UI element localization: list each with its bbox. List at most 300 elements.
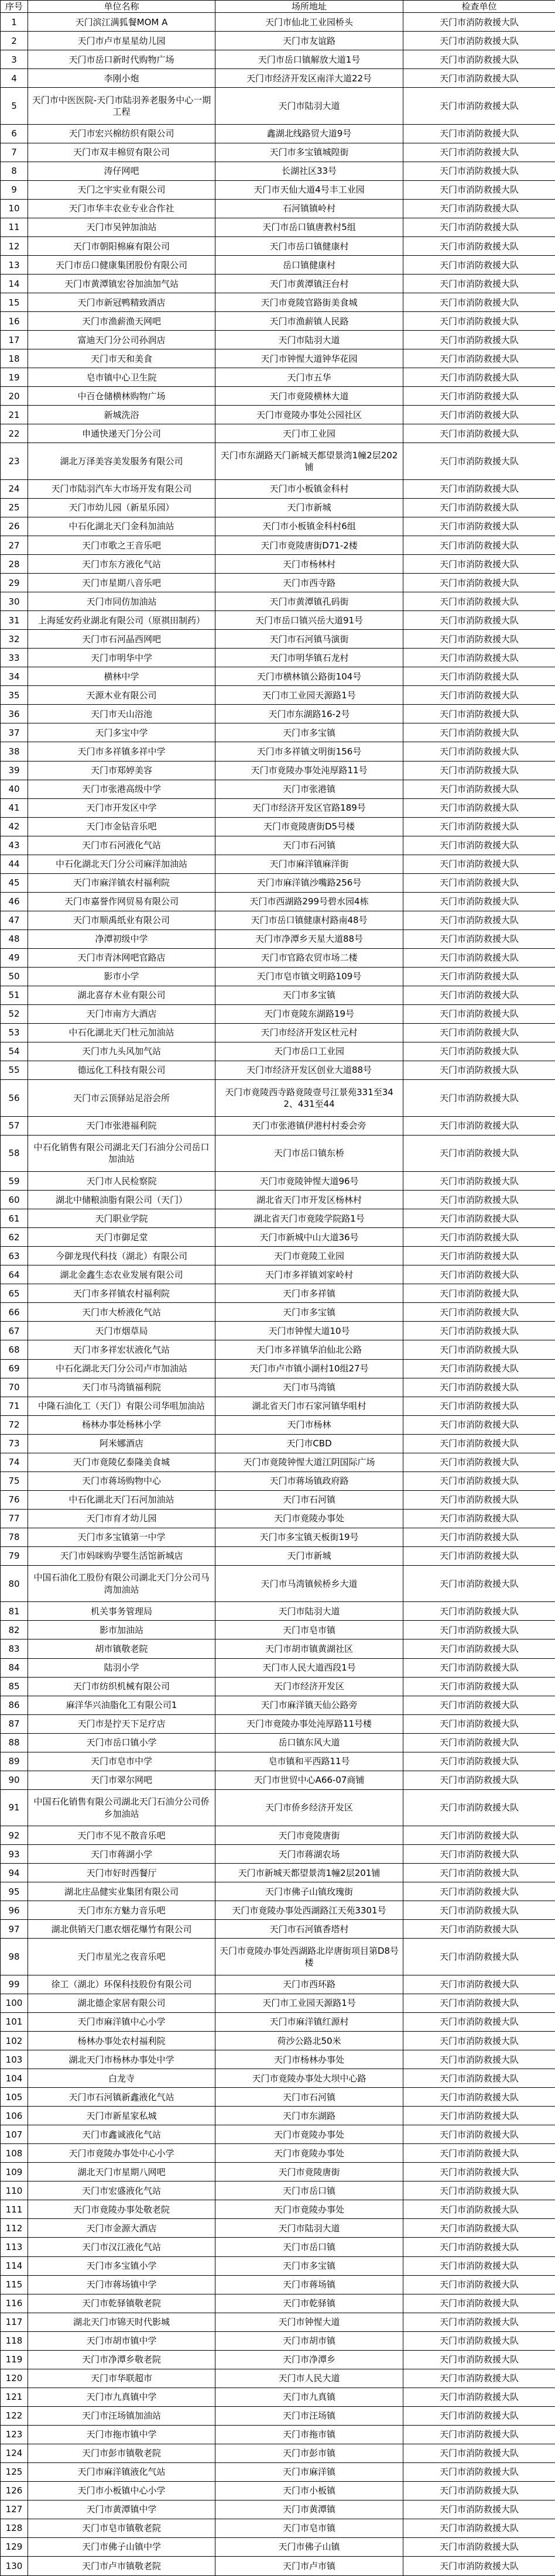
cell-index: 103	[1, 2050, 28, 2069]
table-row	[1, 686, 555, 705]
cell-index: 31	[1, 611, 28, 630]
cell-index: 80	[1, 1565, 28, 1602]
cell-inspector: 天门市消防救援大队	[403, 387, 555, 406]
cell-address: 天门市友谊路	[215, 32, 403, 50]
cell-unit-name: 天门市岳口新时代购物广场	[28, 50, 215, 69]
table-row	[1, 1415, 555, 1434]
table-row	[1, 1490, 555, 1509]
cell-inspector: 天门市消防救援大队	[403, 349, 555, 368]
cell-inspector: 天门市消防救援大队	[403, 2388, 555, 2406]
cell-unit-name: 天门市不见不散音乐吧	[28, 1826, 215, 1845]
cell-unit-name: 天门市蒋湖小学	[28, 1845, 215, 1864]
cell-address: 天门市竟陵办事处沌厚路11号	[215, 761, 403, 780]
cell-unit-name: 影市小学	[28, 967, 215, 986]
cell-address: 天门市明华镇石龙村	[215, 649, 403, 667]
table-row	[1, 1228, 555, 1247]
cell-address: 天门市人民大道	[215, 2369, 403, 2388]
cell-index: 54	[1, 1042, 28, 1061]
cell-unit-name: 天门滨江满狐餐MOM A	[28, 13, 215, 32]
cell-index: 66	[1, 1303, 28, 1322]
table-row	[1, 2163, 555, 2181]
table-row	[1, 705, 555, 723]
cell-address: 天门市竟陵唐街	[215, 1826, 403, 1845]
cell-unit-name: 中国石化销售有限公司湖北天门石油分公司侨乡加油站	[28, 1789, 215, 1826]
cell-address: 天门市竟陵办事处西湖路江天苑3301号	[215, 1901, 403, 1920]
cell-inspector: 天门市消防救援大队	[403, 2219, 555, 2238]
table-row	[1, 592, 555, 611]
cell-index: 106	[1, 2107, 28, 2125]
cell-index: 75	[1, 1471, 28, 1490]
cell-unit-name: 天门市金源大酒店	[28, 2219, 215, 2238]
cell-unit-name: 天门市胡市镇中学	[28, 2331, 215, 2350]
table-row	[1, 1471, 555, 1490]
table-row	[1, 480, 555, 499]
cell-address: 天门市佛子山镇	[215, 2537, 403, 2556]
cell-address: 天门市石河镇香塔村	[215, 1920, 403, 1939]
cell-inspector: 天门市消防救援大队	[403, 517, 555, 536]
table-row	[1, 1284, 555, 1303]
cell-address: 天门市石河镇	[215, 1490, 403, 1509]
cell-address: 天门市竟陵工业园	[215, 1247, 403, 1265]
cell-address: 天门市多宝镇	[215, 723, 403, 742]
cell-unit-name: 天门市嘉誉作网贸易有限公司	[28, 892, 215, 911]
cell-unit-name: 湖北万泽美容美发服务有限公司	[28, 443, 215, 480]
cell-unit-name: 李刚小炮	[28, 69, 215, 88]
cell-unit-name: 陆羽小学	[28, 1658, 215, 1677]
cell-unit-name: 阿米娜酒店	[28, 1434, 215, 1453]
cell-unit-name: 湖北天门市锦天时代影城	[28, 2313, 215, 2331]
cell-inspector: 天门市消防救援大队	[403, 1172, 555, 1191]
cell-inspector: 天门市消防救援大队	[403, 1061, 555, 1080]
cell-unit-name: 天门市育才幼儿园	[28, 1509, 215, 1528]
table-row	[1, 2369, 555, 2388]
cell-index: 44	[1, 855, 28, 873]
cell-index: 65	[1, 1284, 28, 1303]
cell-unit-name: 天门之宇实业有限公司	[28, 181, 215, 200]
cell-address: 天门市岳口镇健康村	[215, 237, 403, 256]
cell-index: 62	[1, 1228, 28, 1247]
table-row	[1, 312, 555, 331]
cell-inspector: 天门市消防救援大队	[403, 1303, 555, 1322]
cell-index: 77	[1, 1509, 28, 1528]
cell-index: 85	[1, 1677, 28, 1696]
cell-inspector: 天门市消防救援大队	[403, 1397, 555, 1415]
cell-unit-name: 湖北德企家居有限公司	[28, 1994, 215, 2013]
cell-inspector: 天门市消防救援大队	[403, 2275, 555, 2294]
cell-unit-name: 天门市蒋场镇中学	[28, 2275, 215, 2294]
table-row	[1, 1677, 555, 1696]
table-row	[1, 742, 555, 761]
cell-unit-name: 天门市石河液化气站	[28, 836, 215, 855]
cell-inspector: 天门市消防救援大队	[403, 630, 555, 649]
cell-unit-name: 中石化湖北天门杜元加油站	[28, 1023, 215, 1042]
cell-inspector: 天门市消防救援大队	[403, 162, 555, 181]
cell-index: 30	[1, 592, 28, 611]
cell-index: 23	[1, 443, 28, 480]
cell-inspector: 天门市消防救援大队	[403, 124, 555, 143]
cell-unit-name: 天门市大桥液化气站	[28, 1303, 215, 1322]
cell-inspector: 天门市消防救援大队	[403, 1546, 555, 1565]
cell-index: 71	[1, 1397, 28, 1415]
table-row	[1, 2144, 555, 2163]
cell-unit-name: 天门市岳口镇小学	[28, 1733, 215, 1752]
table-row	[1, 1265, 555, 1284]
cell-address: 天门市多祥镇文明街156号	[215, 742, 403, 761]
table-row	[1, 1116, 555, 1135]
table-row	[1, 2425, 555, 2444]
cell-inspector: 天门市消防救援大队	[403, 1752, 555, 1771]
cell-address: 荷沙公路北50米	[215, 2032, 403, 2050]
cell-unit-name: 天门市吴钟加油站	[28, 218, 215, 237]
cell-inspector: 天门市消防救援大队	[403, 1415, 555, 1434]
cell-address: 天门市岳口镇唐教村5组	[215, 218, 403, 237]
cell-unit-name: 天门市开发区中学	[28, 798, 215, 817]
cell-index: 130	[1, 2557, 28, 2576]
cell-unit-name: 中隆石油化工（天门）有限公司华咀加油站	[28, 1397, 215, 1415]
cell-unit-name: 中石化销售有限公司湖北天门石油分公司岳口加油站	[28, 1135, 215, 1172]
cell-index: 78	[1, 1528, 28, 1546]
cell-unit-name: 天门市蒋场购物中心	[28, 1471, 215, 1490]
cell-index: 117	[1, 2313, 28, 2331]
cell-unit-name: 中石化湖北天门金科加油站	[28, 517, 215, 536]
table-row	[1, 2219, 555, 2238]
table-row	[1, 855, 555, 873]
cell-index: 28	[1, 555, 28, 574]
cell-address: 天门市陆羽大道	[215, 1602, 403, 1621]
table-row	[1, 2500, 555, 2519]
cell-address: 天门市黄潭镇	[215, 2500, 403, 2519]
cell-inspector: 天门市消防救援大队	[403, 1826, 555, 1845]
cell-inspector: 天门市消防救援大队	[403, 611, 555, 630]
cell-unit-name: 中石化湖北天门分公司卢市加油站	[28, 1359, 215, 1378]
table-row	[1, 1359, 555, 1378]
cell-inspector: 天门市消防救援大队	[403, 836, 555, 855]
cell-address: 天门市多宝镇	[215, 1303, 403, 1322]
cell-index: 20	[1, 387, 28, 406]
table-row	[1, 1602, 555, 1621]
cell-index: 49	[1, 948, 28, 967]
cell-inspector: 天门市消防救援大队	[403, 499, 555, 517]
cell-inspector: 天门市消防救援大队	[403, 2088, 555, 2107]
cell-unit-name: 天门市汪场镇加油站	[28, 2406, 215, 2425]
cell-index: 114	[1, 2256, 28, 2275]
table-row	[1, 1565, 555, 1602]
cell-address: 天门市杨林办事处	[215, 2050, 403, 2069]
table-row	[1, 536, 555, 555]
cell-inspector: 天门市消防救援大队	[403, 929, 555, 948]
cell-address: 天门市陆羽大道	[215, 2219, 403, 2238]
cell-address: 天门市经济开发区南洋大道22号	[215, 69, 403, 88]
table-row	[1, 1378, 555, 1397]
cell-inspector: 天门市消防救援大队	[403, 2013, 555, 2032]
cell-unit-name: 天门市宏盛液化气站	[28, 2181, 215, 2200]
cell-index: 3	[1, 50, 28, 69]
cell-index: 121	[1, 2388, 28, 2406]
cell-index: 25	[1, 499, 28, 517]
table-row	[1, 32, 555, 50]
cell-address: 天门市卢市镇小湖村10组27号	[215, 1359, 403, 1378]
cell-index: 42	[1, 817, 28, 836]
cell-address: 天门市官路农贸市场二楼	[215, 948, 403, 967]
cell-unit-name: 天门市麻洋镇农村福利院	[28, 873, 215, 892]
table-row	[1, 2032, 555, 2050]
cell-unit-name: 湖北天门市杨林办事处中学	[28, 2050, 215, 2069]
cell-inspector: 天门市消防救援大队	[403, 69, 555, 88]
table-row	[1, 181, 555, 200]
cell-index: 67	[1, 1322, 28, 1340]
cell-unit-name: 天门市竟陵办事处中心小学	[28, 2144, 215, 2163]
cell-inspector: 天门市消防救援大队	[403, 1714, 555, 1733]
table-row	[1, 200, 555, 218]
cell-unit-name: 天门市顺禹纸业有限公司	[28, 911, 215, 929]
table-row	[1, 723, 555, 742]
cell-inspector: 天门市消防救援大队	[403, 275, 555, 293]
cell-unit-name: 天门市御足堂	[28, 1228, 215, 1247]
cell-unit-name: 天门市东方魅力音乐吧	[28, 1901, 215, 1920]
cell-address: 天门市张港镇伊港村村委会旁	[215, 1116, 403, 1135]
cell-index: 69	[1, 1359, 28, 1378]
cell-index: 18	[1, 349, 28, 368]
cell-inspector: 天门市消防救援大队	[403, 2557, 555, 2576]
cell-address: 天门市多宝镇城隍街	[215, 143, 403, 162]
cell-inspector: 天门市消防救援大队	[403, 2181, 555, 2200]
table-row	[1, 1528, 555, 1546]
cell-unit-name: 湖北供销天门惠农烟花爆竹有限公司	[28, 1920, 215, 1939]
cell-inspector: 天门市消防救援大队	[403, 873, 555, 892]
cell-unit-name: 天门市九真镇中学	[28, 2388, 215, 2406]
table-row	[1, 1004, 555, 1023]
cell-address: 天门市小板镇金科村6组	[215, 517, 403, 536]
cell-inspector: 天门市消防救援大队	[403, 1621, 555, 1639]
cell-index: 94	[1, 1864, 28, 1882]
cell-address: 天门市竟陵钟惺大道96号	[215, 1172, 403, 1191]
cell-index: 14	[1, 275, 28, 293]
cell-index: 93	[1, 1845, 28, 1864]
cell-address: 天门市钟惺大道钟华花园	[215, 349, 403, 368]
cell-address: 天门市人民大道西段1号	[215, 1658, 403, 1677]
cell-index: 89	[1, 1752, 28, 1771]
cell-index: 7	[1, 143, 28, 162]
table-row	[1, 1303, 555, 1322]
table-row	[1, 1845, 555, 1864]
cell-inspector: 天门市消防救援大队	[403, 2444, 555, 2462]
cell-address: 天门市竟陵办事处	[215, 2125, 403, 2144]
cell-index: 68	[1, 1340, 28, 1359]
cell-index: 88	[1, 1733, 28, 1752]
cell-unit-name: 天门市歌之王音乐吧	[28, 536, 215, 555]
cell-unit-name: 天门市新星家私城	[28, 2107, 215, 2125]
table-row	[1, 2069, 555, 2088]
cell-inspector: 天门市消防救援大队	[403, 2481, 555, 2500]
cell-index: 109	[1, 2163, 28, 2181]
cell-inspector: 天门市消防救援大队	[403, 1490, 555, 1509]
cell-inspector: 天门市消防救援大队	[403, 256, 555, 275]
cell-address: 湖北省天门市开发区杨林村	[215, 1191, 403, 1209]
table-row	[1, 275, 555, 293]
cell-index: 127	[1, 2500, 28, 2519]
cell-index: 11	[1, 218, 28, 237]
cell-unit-name: 湖北喜存木业有限公司	[28, 986, 215, 1004]
cell-address: 天门市天仙大道4号丰工业园	[215, 181, 403, 200]
cell-inspector: 天门市消防救援大队	[403, 1340, 555, 1359]
cell-unit-name: 天门市中医医院-天门市陆羽养老服务中心一期工程	[28, 88, 215, 125]
cell-inspector: 天门市消防救援大队	[403, 480, 555, 499]
cell-inspector: 天门市消防救援大队	[403, 2294, 555, 2313]
table-row	[1, 1322, 555, 1340]
table-row	[1, 13, 555, 32]
cell-index: 91	[1, 1789, 28, 1826]
cell-index: 83	[1, 1639, 28, 1658]
cell-unit-name: 机关事务管理局	[28, 1602, 215, 1621]
cell-unit-name: 天门市渔薪渔天网吧	[28, 312, 215, 331]
cell-inspector: 天门市消防救援大队	[403, 1135, 555, 1172]
table-row	[1, 1789, 555, 1826]
cell-unit-name: 杨林办事处杨林小学	[28, 1415, 215, 1434]
cell-inspector: 天门市消防救援大队	[403, 1901, 555, 1920]
table-row	[1, 1434, 555, 1453]
cell-index: 5	[1, 88, 28, 125]
cell-index: 56	[1, 1080, 28, 1117]
cell-inspector: 天门市消防救援大队	[403, 723, 555, 742]
cell-address: 天门市马湾镇	[215, 1378, 403, 1397]
cell-index: 74	[1, 1453, 28, 1471]
table-row	[1, 1621, 555, 1639]
cell-index: 26	[1, 517, 28, 536]
table-row	[1, 293, 555, 312]
cell-inspector: 天门市消防救援大队	[403, 1191, 555, 1209]
cell-index: 33	[1, 649, 28, 667]
cell-inspector: 天门市消防救援大队	[403, 911, 555, 929]
cell-address: 长湖社区33号	[215, 162, 403, 181]
cell-inspector: 天门市消防救援大队	[403, 368, 555, 387]
cell-address: 天门市杨林村	[215, 555, 403, 574]
cell-address: 天门市张港镇	[215, 780, 403, 798]
cell-inspector: 天门市消防救援大队	[403, 1771, 555, 1789]
table-row	[1, 611, 555, 630]
cell-index: 61	[1, 1209, 28, 1228]
cell-unit-name: 天门市华联超市	[28, 2369, 215, 2388]
cell-unit-name: 天门市竟陵亿泰隆美食城	[28, 1453, 215, 1471]
table-row	[1, 667, 555, 686]
cell-address: 天门市黄潭镇汪台村	[215, 275, 403, 293]
cell-inspector: 天门市消防救援大队	[403, 1247, 555, 1265]
cell-inspector: 天门市消防救援大队	[403, 2537, 555, 2556]
cell-inspector: 天门市消防救援大队	[403, 1284, 555, 1303]
cell-inspector: 天门市消防救援大队	[403, 50, 555, 69]
cell-inspector: 天门市消防救援大队	[403, 2144, 555, 2163]
cell-index: 100	[1, 1994, 28, 2013]
cell-inspector: 天门市消防救援大队	[403, 1453, 555, 1471]
cell-address: 天门市麻洋镇沙嘴路256号	[215, 873, 403, 892]
cell-index: 53	[1, 1023, 28, 1042]
cell-index: 13	[1, 256, 28, 275]
cell-address: 天门市工业园天源路1号	[215, 1994, 403, 2013]
cell-address: 天门市小板镇	[215, 2481, 403, 2500]
cell-index: 111	[1, 2200, 28, 2219]
cell-address: 湖北省天门市石家河镇华咀村	[215, 1397, 403, 1415]
table-row	[1, 499, 555, 517]
table-row	[1, 1696, 555, 1714]
cell-index: 22	[1, 424, 28, 443]
cell-inspector: 天门市消防救援大队	[403, 143, 555, 162]
cell-unit-name: 白龙寺	[28, 2069, 215, 2088]
cell-unit-name: 湖北庄品健实业集团有限公司	[28, 1882, 215, 1901]
table-row	[1, 424, 555, 443]
cell-address: 天门市西湖路299号碧水园4栋	[215, 892, 403, 911]
table-row	[1, 1135, 555, 1172]
table-row	[1, 2107, 555, 2125]
table-row	[1, 948, 555, 967]
cell-address: 天门市经济开发区创业大道88号	[215, 1061, 403, 1080]
cell-address: 天门市马湾镇候桥乡大道	[215, 1565, 403, 1602]
cell-index: 34	[1, 667, 28, 686]
cell-index: 4	[1, 69, 28, 88]
cell-address: 天门市西环路	[215, 1975, 403, 1994]
cell-unit-name: 天门市烟草局	[28, 1322, 215, 1340]
cell-index: 86	[1, 1696, 28, 1714]
table-row	[1, 2406, 555, 2425]
cell-unit-name: 上海延安药业湖北有限公司（原祺田制药）	[28, 611, 215, 630]
cell-unit-name: 皂市镇中心卫生院	[28, 368, 215, 387]
cell-address: 天门市竟陵官路街美食城	[215, 293, 403, 312]
cell-address: 天门市经济开发区	[215, 1677, 403, 1696]
cell-index: 38	[1, 742, 28, 761]
cell-address: 湖北省天门市竟陵学院路1号	[215, 1209, 403, 1228]
cell-index: 84	[1, 1658, 28, 1677]
table-row	[1, 2200, 555, 2219]
cell-unit-name: 天门市天山浴池	[28, 705, 215, 723]
table-row	[1, 2238, 555, 2256]
table-row	[1, 2088, 555, 2107]
cell-unit-name: 涛仔网吧	[28, 162, 215, 181]
cell-index: 124	[1, 2444, 28, 2462]
cell-inspector: 天门市消防救援大队	[403, 293, 555, 312]
cell-address: 天门市净潭乡天星大道88号	[215, 929, 403, 948]
cell-unit-name: 天门市九头风加气站	[28, 1042, 215, 1061]
cell-inspector: 天门市消防救援大队	[403, 1378, 555, 1397]
cell-address: 天门市皂市镇文明路109号	[215, 967, 403, 986]
cell-index: 107	[1, 2125, 28, 2144]
table-row	[1, 929, 555, 948]
table-row	[1, 1172, 555, 1191]
cell-address: 天门市西寺路	[215, 574, 403, 592]
header-inspector: 检查单位	[403, 1, 555, 13]
table-row	[1, 1397, 555, 1415]
cell-unit-name: 天门市多祥宏状液化气站	[28, 1340, 215, 1359]
cell-address: 天门市新城天都望景湾1幢2层201铺	[215, 1864, 403, 1882]
cell-inspector: 天门市消防救援大队	[403, 1975, 555, 1994]
table-row	[1, 256, 555, 275]
cell-index: 126	[1, 2481, 28, 2500]
cell-address: 天门市石河镇	[215, 2088, 403, 2107]
cell-unit-name: 天门市明华中学	[28, 649, 215, 667]
cell-address: 天门市多祥镇	[215, 1284, 403, 1303]
cell-unit-name: 天源木业有限公司	[28, 686, 215, 705]
cell-inspector: 天门市消防救援大队	[403, 1658, 555, 1677]
cell-address: 天门市侨乡经济开发区	[215, 1789, 403, 1826]
cell-unit-name: 天门市石河镇新鑫液化气站	[28, 2088, 215, 2107]
cell-inspector: 天门市消防救援大队	[403, 2462, 555, 2481]
cell-inspector: 天门市消防救援大队	[403, 88, 555, 125]
table-row	[1, 630, 555, 649]
cell-unit-name: 天门市幼儿园（新星乐园）	[28, 499, 215, 517]
table-row	[1, 88, 555, 125]
cell-inspector: 天门市消防救援大队	[403, 1209, 555, 1228]
cell-index: 55	[1, 1061, 28, 1080]
table-row	[1, 1771, 555, 1789]
table-row	[1, 517, 555, 536]
cell-index: 40	[1, 780, 28, 798]
